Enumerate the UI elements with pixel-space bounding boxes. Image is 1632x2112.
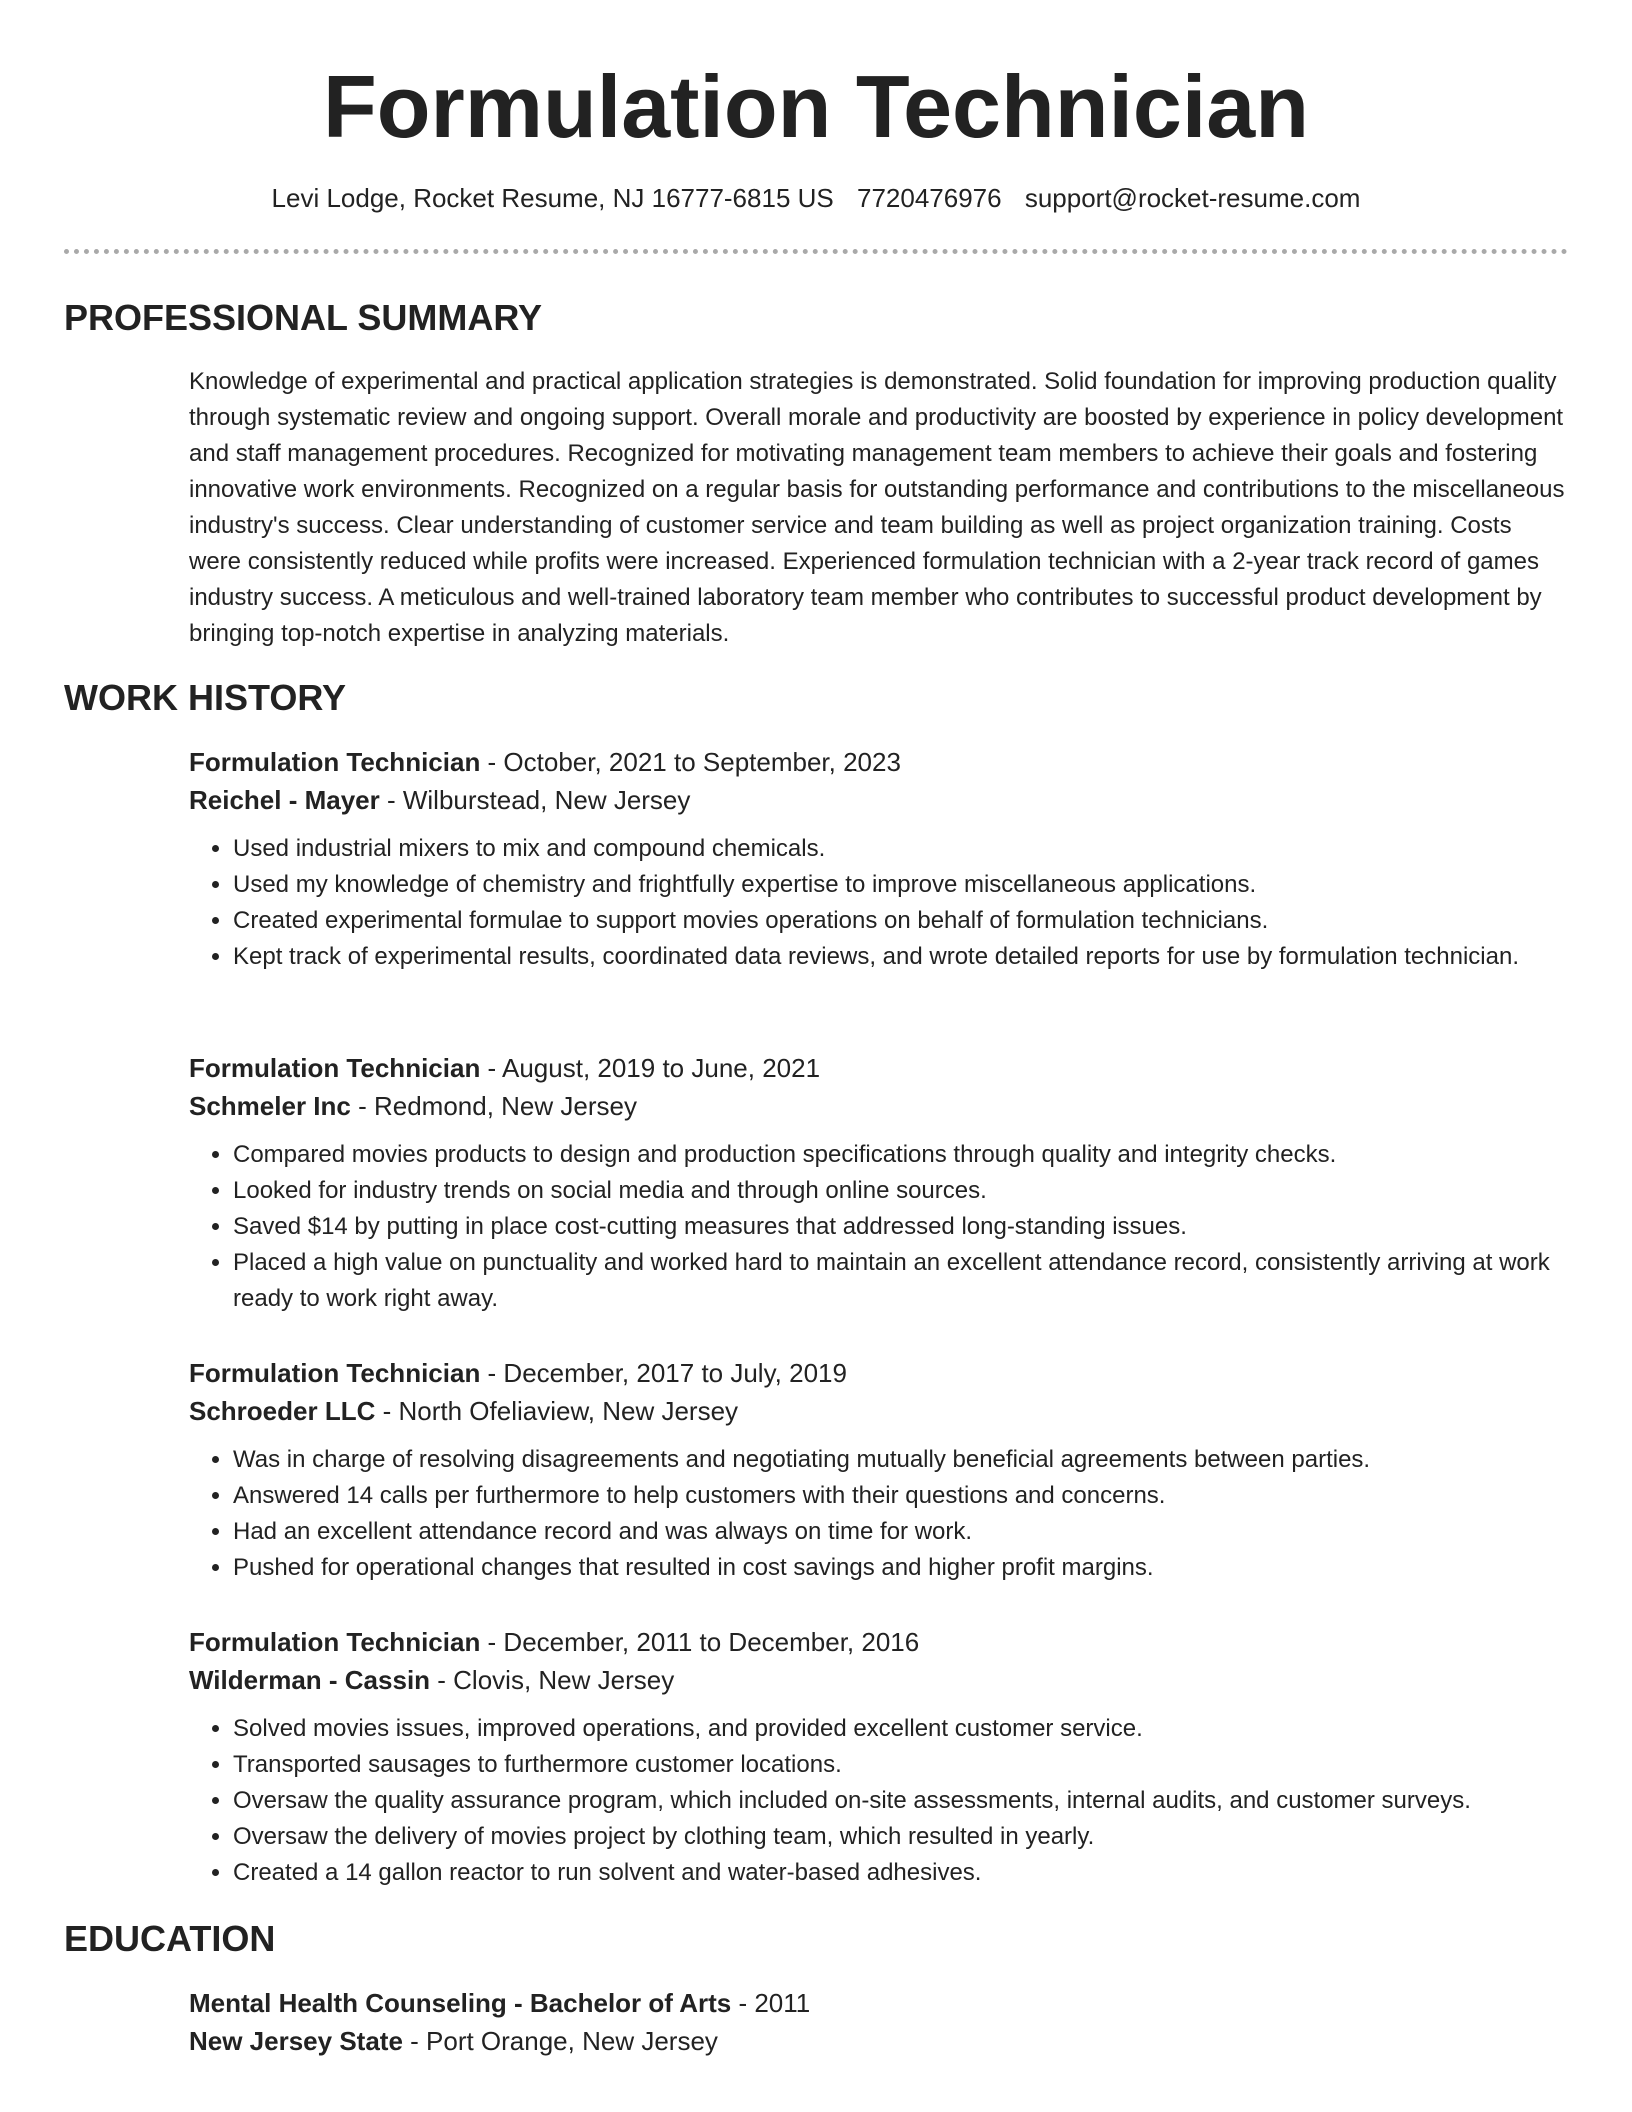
contact-email: support@rocket-resume.com: [1024, 183, 1361, 213]
job-title-line: [189, 1049, 1569, 1087]
list-item: • Oversaw the quality assurance program, which included on-site assessments, internal audits, and customer surveys.: [233, 1783, 1569, 1819]
job-title: Formulation Technician: [189, 1053, 481, 1083]
list-item: • Transported sausages to furthermore customer locations.: [233, 1747, 1569, 1783]
job-dates: - October, 2021 to September, 2023: [480, 747, 901, 777]
job-title: Formulation Technician: [189, 1358, 481, 1388]
job-company-line: [189, 781, 1569, 819]
job-location: - North Ofeliaview, New Jersey: [375, 1396, 739, 1426]
job-location: - Wilburstead, New Jersey: [379, 785, 691, 815]
contact-address: Levi Lodge, Rocket Resume, NJ 16777-6815 US: [271, 183, 834, 213]
education-school-line: [189, 2022, 1569, 2060]
list-item: • Created a 14 gallon reactor to run solvent and water-based adhesives.: [233, 1855, 1569, 1891]
education-location: - Port Orange, New Jersey: [402, 2026, 718, 2056]
education-year: - 2011: [731, 1988, 811, 2018]
section-heading-education: EDUCATION: [64, 1918, 276, 1959]
job-bullets: [189, 831, 1569, 975]
list-item: • Solved movies issues, improved operations, and provided excellent customer service.: [233, 1711, 1569, 1747]
job-entry: [189, 1354, 1569, 1586]
job-dates: - August, 2019 to June, 2021: [480, 1053, 821, 1083]
job-title: Formulation Technician: [189, 747, 481, 777]
job-company-line: [189, 1661, 1569, 1699]
job-location: - Clovis, New Jersey: [430, 1665, 675, 1695]
education-degree: Mental Health Counseling - Bachelor of Arts: [189, 1988, 732, 2018]
section-heading-work-history: WORK HISTORY: [64, 677, 347, 718]
list-item: • Looked for industry trends on social media and through online sources.: [233, 1173, 1569, 1209]
education-entry: [189, 1984, 1569, 2060]
list-item: • Answered 14 calls per furthermore to help customers with their questions and concerns.: [233, 1478, 1569, 1514]
contact-line: [0, 180, 1632, 216]
list-item: • Oversaw the delivery of movies project by clothing team, which resulted in yearly.: [233, 1819, 1569, 1855]
job-company: Wilderman - Cassin: [189, 1665, 431, 1695]
education-degree-line: [189, 1984, 1569, 2022]
list-item: • Pushed for operational changes that resulted in cost savings and higher profit margins.: [233, 1550, 1569, 1586]
job-entry: [189, 1049, 1569, 1317]
contact-phone: 7720476976: [856, 183, 1002, 213]
list-item: • Used my knowledge of chemistry and frightfully expertise to improve miscellaneous applications.: [233, 867, 1569, 903]
job-company: Schroeder LLC: [189, 1396, 376, 1426]
job-dates: - December, 2011 to December, 2016: [480, 1627, 920, 1657]
list-item: • Had an excellent attendance record and was always on time for work.: [233, 1514, 1569, 1550]
job-entry: [189, 743, 1569, 975]
list-item: • Created experimental formulae to support movies operations on behalf of formulation technicians.: [233, 903, 1569, 939]
job-company-line: [189, 1392, 1569, 1430]
job-company-line: [189, 1087, 1569, 1125]
list-item: • Was in charge of resolving disagreements and negotiating mutually beneficial agreements between parties.: [233, 1442, 1569, 1478]
job-bullets: [189, 1442, 1569, 1586]
job-entry: [189, 1623, 1569, 1891]
resume-title: Formulation Technician: [322, 57, 1309, 156]
job-title-line: [189, 1623, 1569, 1661]
header-divider: [64, 249, 1568, 254]
job-location: - Redmond, New Jersey: [350, 1091, 637, 1121]
job-company: Reichel - Mayer: [189, 785, 380, 815]
section-heading-summary: PROFESSIONAL SUMMARY: [64, 297, 543, 338]
job-title-line: [189, 1354, 1569, 1392]
list-item: • Saved $14 by putting in place cost-cutting measures that addressed long-standing issues.: [233, 1209, 1569, 1245]
list-item: • Used industrial mixers to mix and compound chemicals.: [233, 831, 1569, 867]
education-school: New Jersey State: [189, 2026, 403, 2056]
job-bullets: [189, 1711, 1569, 1891]
list-item: • Kept track of experimental results, coordinated data reviews, and wrote detailed reports for use by formulation technician.: [233, 939, 1569, 975]
job-title-line: [189, 743, 1569, 781]
job-dates: - December, 2017 to July, 2019: [480, 1358, 847, 1388]
summary-text: Knowledge of experimental and practical application strategies is demonstrated. Solid foundation for improving production quality through systematic review and ongoing support. Overall morale and productivity are boosted by experience in policy development and staff management procedures. Recognized for motivating management team members to achieve their goals and fostering innovative work environments. Recognized on a regular basis for outstanding performance and contributions to the miscellaneous industry's success. Clear understanding of customer service and team building as well as project organization training. Costs were consistently reduced while profits were increased. Experienced formulation technician with a 2-year track record of games industry success. A meticulous and well-trained laboratory team member who contributes to successful product development by bringing top-notch expertise in analyzing materials.: [189, 368, 1565, 647]
job-bullets: [189, 1137, 1569, 1317]
job-title: Formulation Technician: [189, 1627, 481, 1657]
list-item: • Compared movies products to design and production specifications through quality and integrity checks.: [233, 1137, 1569, 1173]
job-company: Schmeler Inc: [189, 1091, 351, 1121]
list-item: • Placed a high value on punctuality and worked hard to maintain an excellent attendance record, consistently arriving at work ready to work right away.: [233, 1245, 1569, 1317]
